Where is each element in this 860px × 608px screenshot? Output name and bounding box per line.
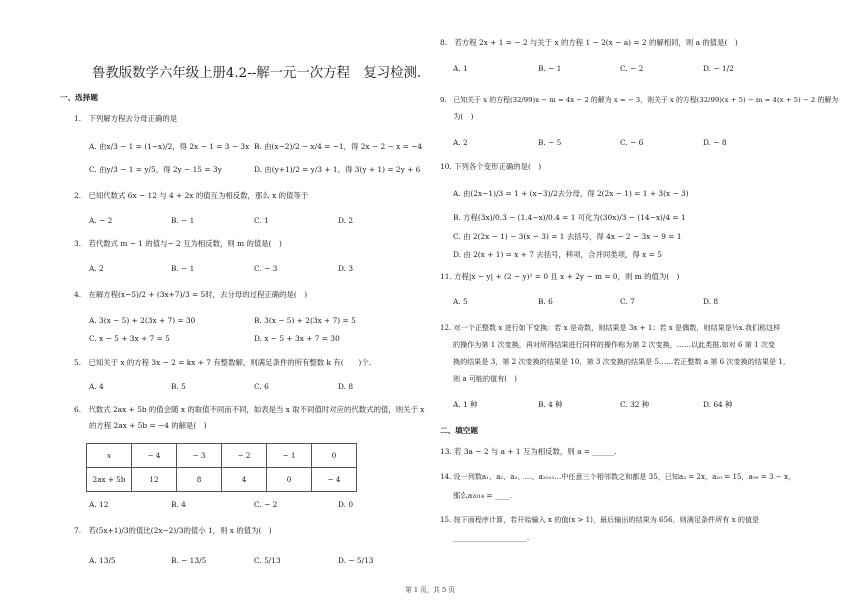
option-a: A. 由x/3 − 1 = (1−x)/2，得 2x − 1 = 3 − 3x <box>89 142 250 151</box>
question-stem: 5. 已知关于 x 的方程 3x − 2 = kx + 7 有整数解，则满足条件的所有整数 k 有( )个. <box>74 358 372 367</box>
option-a: A. 1 种 <box>453 400 478 409</box>
option-b: B. 5 <box>171 382 186 391</box>
option-a: A. 由(2x−1)/3 = 1 + (x−3)/2去分母，得 2(2x − 1) = 1 + 3(x − 3) <box>453 189 689 198</box>
question-stem: 4. 在解方程(x−5)/2 + (3x+7)/3 = 5时，去分母的过程正确的是( ) <box>74 290 308 299</box>
option-b: B. − 13/5 <box>171 556 207 565</box>
option-c: C. − 2 <box>620 64 644 73</box>
option-c: C. x − 5 + 3x + 7 = 5 <box>89 334 170 343</box>
option-c: C. 由 2(2x − 1) − 3(x − 3) = 1 去括号，得 4x − 2 − 3x − 9 = 1 <box>453 232 682 241</box>
option-b: B. − 1 <box>171 216 195 225</box>
option-c: C. 6 <box>254 382 269 391</box>
option-d: D. 0 <box>338 500 354 509</box>
option-c: C. 7 <box>620 297 635 306</box>
option-d: D. − 1/2 <box>703 64 734 73</box>
option-c: C. 32 种 <box>620 400 650 409</box>
table-cell: − 4 <box>312 468 357 492</box>
option-d: D. 8 <box>703 297 719 306</box>
option-a: A. 13/5 <box>89 556 116 565</box>
question-stem: 2. 已知代数式 6x − 12 与 4 + 2x 的值互为相反数，那么 x 的值等于 <box>74 191 309 200</box>
option-b: B. 4 种 <box>538 400 563 409</box>
question-stem: 14. 设一列数a₁、a₂、a₃、…、a₂₀₁₃…中任意三个相邻数之和都是 35，已知a₃ = 2x，a₂₀ = 15，a₉₉ = 3 − x， <box>440 472 796 481</box>
question-stem-cont: 换的结果是 3，第 2 次变换的结果是 10，第 3 次变换的结果是 5……若正整数 a 第 6 次变换的结果是 1， <box>453 357 790 366</box>
option-b: B. 由(x−2)/2 − x/4 = −1，得 2x − 2 − x = −4 <box>254 142 423 151</box>
option-d: D. 由(y+1)/2 = y/3 + 1，得 3(y + 1) = 2y + 6 <box>254 165 421 174</box>
value-table <box>86 443 357 492</box>
option-d: D. 由 2(x + 1) = x + 7 去括号，移项，合并同类项，得 x = 5 <box>453 250 662 259</box>
option-a: A. 3(x − 5) + 2(3x + 7) = 30 <box>89 316 196 325</box>
question-stem: 13. 若 3a − 2 与 a + 1 互为相反数，则 a = ______. <box>440 447 617 456</box>
question-stem: 9. 已知关于 x 的方程(32/99)x − m = 4x − 2 的解为 x = − 3，则关于 x 的方程(32/99)(x + 5) − m = 4(x + 5) − 2 的解为 <box>440 96 839 104</box>
table-cell: x <box>87 444 132 468</box>
question-stem: 12. 对一个正整数 x 进行如下变换：若 x 是奇数，则结果是 3x + 1；若 x 是偶数，则结果是½x.我们称这样 <box>440 323 781 332</box>
option-d: D. 2 <box>338 216 354 225</box>
option-d: D. x − 5 + 3x + 7 = 30 <box>254 334 340 343</box>
option-b: B. 4 <box>171 500 186 509</box>
question-stem: 15. 按下面程序计算，若开始输入 x 的值(x > 1)，最后输出的结果为 656，则满足条件所有 x 的值是 <box>440 515 760 524</box>
question-stem-cont: 那么a₂₀₁₄ = ____. <box>453 491 513 500</box>
option-c: C. − 2 <box>254 500 278 509</box>
option-a: A. 1 <box>453 64 468 73</box>
option-b: B. 6 <box>538 297 553 306</box>
question-stem-cont: 的方程 2ax + 5b = −4 的解是( ) <box>89 421 207 430</box>
page-footer: 第 1 页，共 5 页 <box>405 586 455 594</box>
table-cell: 4 <box>222 468 267 492</box>
option-c: C. − 3 <box>254 264 278 273</box>
option-b: B. − 1 <box>538 64 562 73</box>
option-a: A. 12 <box>89 500 109 509</box>
question-stem: 11. 方程|x − y| + (2 − y)² = 0 且 x + 2y − m = 0，则 m 的值为( ) <box>440 272 680 281</box>
option-c: C. 5/13 <box>254 556 281 565</box>
option-d: D. − 8 <box>703 138 727 147</box>
option-c: C. − 6 <box>620 138 644 147</box>
table-cell: 0 <box>312 444 357 468</box>
question-stem: 1. 下列解方程去分母正确的是 <box>74 114 178 123</box>
table-cell: − 3 <box>177 444 222 468</box>
option-b: B. − 1 <box>171 264 195 273</box>
option-d: D. 3 <box>338 264 354 273</box>
question-stem: 7. 若(5x+1)/3的值比(2x−2)/3的值小 1，则 x 的值为( ) <box>74 526 272 535</box>
question-stem: 10. 下列各个变形正确的是( ) <box>440 162 542 171</box>
question-stem-cont: 为( ) <box>453 112 474 121</box>
option-d: D. 64 种 <box>703 400 733 409</box>
option-a: A. 2 <box>89 264 104 273</box>
section-heading-fill: 二、填空题 <box>440 426 478 435</box>
question-stem-cont: 则 a 可能的值有( ) <box>453 374 517 383</box>
table-cell: 12 <box>132 468 177 492</box>
table-cell: − 4 <box>132 444 177 468</box>
option-b: B. − 5 <box>538 138 562 147</box>
page-title: 鲁教版数学六年级上册4.2--解一元一次方程 复习检测. <box>92 66 422 81</box>
question-stem: 6. 代数式 2ax + 5b 的值会随 x 的取值不同而不同，如表是当 x 取不同值时对应的代数式的值，则关于 x <box>74 405 425 414</box>
option-d: D. − 5/13 <box>338 556 374 565</box>
question-stem: 3. 若代数式 m − 1 的值与− 2 互为相反数，则 m 的值是( ) <box>74 239 282 248</box>
table-cell: 0 <box>267 468 312 492</box>
table-row <box>87 468 357 492</box>
option-c: C. 由y/3 − 1 = y/5，得 2y − 15 = 3y <box>89 165 222 174</box>
option-a: A. − 2 <box>89 216 113 225</box>
option-a: A. 5 <box>453 297 468 306</box>
option-b: B. 方程(3x)/0.3 − (1.4−x)/0.4 = 1 可化为(30x)/3 − (14−x)/4 = 1 <box>453 213 686 222</box>
question-stem-cont: 的操作为第 1 次变换，再对所得结果进行同样的操作称为第 2 次变换，……以此类推.如对 6 第 1 次变 <box>453 340 776 349</box>
table-row <box>87 444 357 468</box>
table-cell: − 1 <box>267 444 312 468</box>
question-stem-cont: ____________________. <box>453 533 530 542</box>
option-c: C. 1 <box>254 216 269 225</box>
section-heading-choice: 一、选择题 <box>60 93 98 102</box>
option-d: D. 8 <box>338 382 354 391</box>
option-a: A. 2 <box>453 138 468 147</box>
table-cell: 2ax + 5b <box>87 468 132 492</box>
option-a: A. 4 <box>89 382 104 391</box>
table-cell: − 2 <box>222 444 267 468</box>
question-stem: 8. 若方程 2x + 1 = − 2 与关于 x 的方程 1 − 2(x − a) = 2 的解相同，则 a 的值是( ) <box>440 38 738 47</box>
option-b: B. 3(x − 5) + 2(3x + 7) = 5 <box>254 316 356 325</box>
table-cell: 8 <box>177 468 222 492</box>
